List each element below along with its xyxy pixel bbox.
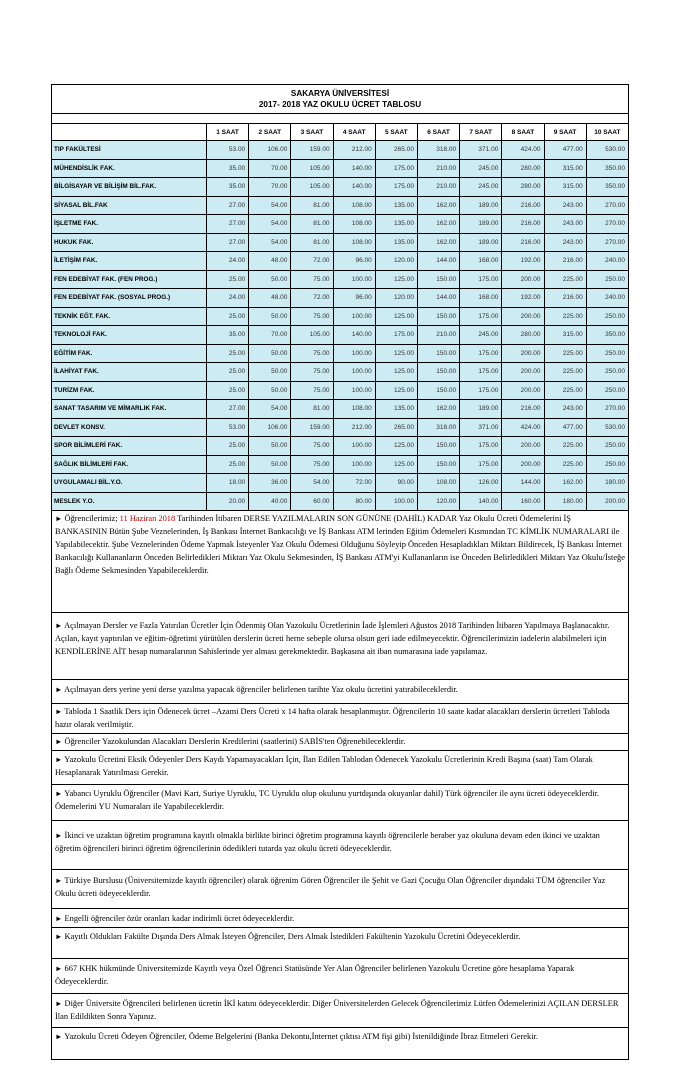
fee-table	[51, 84, 629, 511]
fee-cell: 168.00	[460, 289, 502, 308]
fee-cell: 160.00	[502, 492, 544, 511]
faculty-name: UYGULAMALI BİL.Y.O.	[52, 474, 207, 493]
fee-cell: 140.00	[333, 159, 375, 178]
table-row	[52, 252, 629, 271]
fee-cell: 27.00	[207, 400, 249, 419]
column-header: 2 SAAT	[249, 124, 291, 141]
note-payment: ► Öğrencilerimiz; 11 Haziran 2018 Tarihinden İtibaren DERSE YAZILMALARIN SON GÜNÜNE (DAHİL) KADAR Yaz Okulu Ücreti Ödemelerini İŞ BANKASININ Bütün Şube Veznelerinden, İş Bankası İnternet Bankacılığı ve İŞ Bankası ATM lerinden Eğitim Ödemeleri Kısmından TC KİMLİK NUMARALARI ile Yapılabilecektir. Şube Veznelerinden Ödeme Yapmak İsteyenler Yaz Okulu Ödemesi Olduğunu Söyleyip Önceden Hesapladıkları Miktarı Bildirecek, İŞ Bankası İnternet Bankacılığı Kullananların Önceden Belirledikleri Miktarı Yaz Okulu Sekmesinden, İŞ Bankası ATM'yi Kullananların ise Önceden Belirledikleri Miktarı Yaz Okulu/İsteğe Bağlı Ödeme Sekmesinden Yapabileceklerdir.	[51, 511, 629, 613]
fee-cell: 50.00	[249, 363, 291, 382]
table-row	[52, 159, 629, 178]
note-scholarship: ► Türkiye Burslusu (Üniversitemizde kayıtlı öğrenciler) olarak öğrenim Gören Öğrenciler ile Şehit ve Gazi Çocuğu Olan Öğrenciler dışındaki TÜM öğrenciler Yaz Okulu ücreti ödeyeceklerdir.	[51, 870, 629, 909]
table-row	[52, 233, 629, 252]
fee-cell: 72.00	[291, 252, 333, 271]
fee-cell: 125.00	[375, 344, 417, 363]
fee-cell: 27.00	[207, 215, 249, 234]
note-receipt: ► Yazokulu Ücreti Ödeyen Öğrenciler, Ödeme Belgelerini (Banka Dekontu,İnternet çıktısı ATM fişi gibi) İstenildiğinde İbraz Etmeleri Gerekir.	[51, 1028, 629, 1060]
fee-cell: 216.00	[502, 196, 544, 215]
table-row	[52, 474, 629, 493]
fee-cell: 189.00	[460, 196, 502, 215]
fee-cell: 175.00	[375, 178, 417, 197]
fee-cell: 70.00	[249, 159, 291, 178]
fee-cell: 150.00	[417, 455, 459, 474]
fee-cell: 48.00	[249, 252, 291, 271]
fee-cell: 315.00	[544, 326, 586, 345]
faculty-name: DEVLET KONSV.	[52, 418, 207, 437]
fee-cell: 135.00	[375, 215, 417, 234]
fee-cell: 108.00	[333, 400, 375, 419]
fee-cell: 53.00	[207, 141, 249, 160]
table-row	[52, 418, 629, 437]
fee-cell: 175.00	[460, 344, 502, 363]
fee-cell: 120.00	[375, 289, 417, 308]
fee-cell: 54.00	[249, 196, 291, 215]
fee-cell: 245.00	[460, 159, 502, 178]
fee-cell: 270.00	[586, 400, 628, 419]
fee-cell: 135.00	[375, 196, 417, 215]
fee-cell: 125.00	[375, 363, 417, 382]
fee-cell: 250.00	[586, 381, 628, 400]
fee-cell: 180.00	[544, 492, 586, 511]
fee-cell: 105.00	[291, 178, 333, 197]
fee-rows	[52, 141, 629, 511]
fee-cell: 75.00	[291, 455, 333, 474]
note-new-course: ► Açılmayan ders yerine yeni derse yazılma yapacak öğrenciler belirlenen tarihte Yaz okulu ücretini yatırabileceklerdir.	[51, 680, 629, 704]
fee-cell: 159.00	[291, 418, 333, 437]
bullet-icon: ►	[55, 707, 63, 716]
fee-cell: 530.00	[586, 141, 628, 160]
fee-cell: 200.00	[502, 437, 544, 456]
fee-cell: 50.00	[249, 270, 291, 289]
table-row	[52, 196, 629, 215]
faculty-name: BİLGİSAYAR VE BİLİŞİM BİL.FAK.	[52, 178, 207, 197]
fee-document	[51, 84, 629, 1060]
fee-cell: 100.00	[333, 270, 375, 289]
table-row	[52, 492, 629, 511]
fee-cell: 216.00	[502, 215, 544, 234]
fee-cell: 175.00	[375, 326, 417, 345]
bullet-icon: ►	[55, 685, 63, 694]
bullet-icon: ►	[55, 876, 63, 885]
faculty-name: EĞİTİM FAK.	[52, 344, 207, 363]
fee-cell: 106.00	[249, 141, 291, 160]
table-row	[52, 215, 629, 234]
fee-cell: 108.00	[333, 215, 375, 234]
fee-cell: 100.00	[333, 363, 375, 382]
fee-cell: 27.00	[207, 233, 249, 252]
fee-cell: 245.00	[460, 178, 502, 197]
fee-cell: 175.00	[460, 270, 502, 289]
fee-cell: 162.00	[417, 400, 459, 419]
bullet-icon: ►	[55, 621, 63, 630]
fee-cell: 270.00	[586, 196, 628, 215]
column-header: 3 SAAT	[291, 124, 333, 141]
faculty-name: İŞLETME FAK.	[52, 215, 207, 234]
fee-cell: 240.00	[586, 252, 628, 271]
fee-cell: 212.00	[333, 141, 375, 160]
fee-cell: 150.00	[417, 363, 459, 382]
fee-cell: 477.00	[544, 141, 586, 160]
table-row	[52, 344, 629, 363]
fee-cell: 144.00	[417, 252, 459, 271]
fee-cell: 72.00	[333, 474, 375, 493]
fee-cell: 162.00	[417, 233, 459, 252]
fee-cell: 108.00	[417, 474, 459, 493]
fee-cell: 350.00	[586, 178, 628, 197]
table-title	[52, 85, 629, 114]
table-row	[52, 307, 629, 326]
fee-cell: 18.00	[207, 474, 249, 493]
fee-cell: 318.00	[417, 418, 459, 437]
fee-cell: 96.00	[333, 289, 375, 308]
fee-cell: 40.00	[249, 492, 291, 511]
column-header: 9 SAAT	[544, 124, 586, 141]
bullet-icon: ►	[55, 932, 63, 941]
fee-cell: 35.00	[207, 326, 249, 345]
fee-cell: 72.00	[291, 289, 333, 308]
fee-cell: 120.00	[417, 492, 459, 511]
fee-cell: 135.00	[375, 233, 417, 252]
fee-cell: 530.00	[586, 418, 628, 437]
fee-cell: 192.00	[502, 289, 544, 308]
fee-cell: 265.00	[375, 141, 417, 160]
fee-cell: 250.00	[586, 307, 628, 326]
fee-cell: 54.00	[249, 233, 291, 252]
fee-cell: 200.00	[586, 492, 628, 511]
fee-cell: 54.00	[249, 400, 291, 419]
fee-cell: 189.00	[460, 215, 502, 234]
fee-cell: 25.00	[207, 270, 249, 289]
fee-cell: 70.00	[249, 178, 291, 197]
column-header-row	[52, 124, 629, 141]
fee-cell: 150.00	[417, 437, 459, 456]
fee-cell: 180.00	[586, 474, 628, 493]
fee-cell: 225.00	[544, 344, 586, 363]
fee-cell: 96.00	[333, 252, 375, 271]
fee-cell: 100.00	[333, 437, 375, 456]
fee-cell: 150.00	[417, 344, 459, 363]
fee-cell: 162.00	[417, 215, 459, 234]
fee-cell: 140.00	[333, 326, 375, 345]
fee-cell: 80.00	[333, 492, 375, 511]
fee-cell: 75.00	[291, 344, 333, 363]
fee-cell: 144.00	[417, 289, 459, 308]
table-row	[52, 178, 629, 197]
fee-cell: 371.00	[460, 141, 502, 160]
fee-cell: 189.00	[460, 233, 502, 252]
note-missing-payment: ► Yazokulu Ücretini Eksik Ödeyenler Ders Kaydı Yapamayacakları İçin, İlan Edilen Tablodan Ödenecek Yazokulu Ücretlerinin Kredi Başına (saat) Tam Olarak Hesaplanarak Yatırılması Gerekir.	[51, 751, 629, 785]
fee-cell: 27.00	[207, 196, 249, 215]
fee-cell: 350.00	[586, 159, 628, 178]
fee-cell: 105.00	[291, 159, 333, 178]
fee-cell: 54.00	[249, 215, 291, 234]
fee-cell: 20.00	[207, 492, 249, 511]
fee-cell: 225.00	[544, 455, 586, 474]
table-row	[52, 289, 629, 308]
bullet-icon: ►	[55, 514, 63, 523]
fee-cell: 140.00	[333, 178, 375, 197]
fee-cell: 50.00	[249, 307, 291, 326]
fee-cell: 189.00	[460, 400, 502, 419]
fee-cell: 125.00	[375, 307, 417, 326]
fee-cell: 25.00	[207, 437, 249, 456]
bullet-icon: ►	[55, 964, 63, 973]
fee-cell: 225.00	[544, 363, 586, 382]
fee-cell: 245.00	[460, 326, 502, 345]
fee-cell: 424.00	[502, 418, 544, 437]
fee-cell: 75.00	[291, 381, 333, 400]
fee-cell: 315.00	[544, 178, 586, 197]
fee-cell: 243.00	[544, 215, 586, 234]
note-foreign-students: ► Yabancı Uyruklu Öğrenciler (Mavi Kart, Suriye Uyruklu, TC Uyruklu olup okulunu yurtdışında okuyanlar dahil) Türk öğrenciler ile aynı ücreti ödeyeceklerdir. Ödemelerini YU Numaraları ile Yapabileceklerdir.	[51, 785, 629, 821]
fee-cell: 100.00	[333, 344, 375, 363]
fee-cell: 50.00	[249, 381, 291, 400]
fee-cell: 175.00	[460, 381, 502, 400]
faculty-name: FEN EDEBİYAT FAK. (FEN PROG.)	[52, 270, 207, 289]
fee-cell: 159.00	[291, 141, 333, 160]
fee-cell: 125.00	[375, 381, 417, 400]
note-second-education: ► İkinci ve uzaktan öğretim programına kayıtlı olmakla birlikte birinci öğretim programına kayıtlı öğrencilerle beraber yaz okuluna devam eden ikinci ve uzaktan öğretim öğrencileri birinci öğretim öğrencilerinin ödedikleri tutarda yaz okulu ücreti ödeyeceklerdir.	[51, 821, 629, 870]
fee-cell: 225.00	[544, 307, 586, 326]
fee-cell: 100.00	[333, 455, 375, 474]
fee-cell: 48.00	[249, 289, 291, 308]
bullet-icon: ►	[55, 914, 63, 923]
payment-start-date: 11 Haziran 2018	[119, 514, 176, 523]
fee-cell: 75.00	[291, 307, 333, 326]
fee-cell: 150.00	[417, 381, 459, 400]
fee-cell: 168.00	[460, 252, 502, 271]
table-row	[52, 270, 629, 289]
faculty-name: MÜHENDİSLİK FAK.	[52, 159, 207, 178]
note-refund: ► Açılmayan Dersler ve Fazla Yatırılan Ücretler İçin Ödenmiş Olan Yazokulu Ücretlerinin İade İşlemleri Ağustos 2018 Tarihinden İtibaren Yapılmaya Başlanacaktır. Açılan, kayıt yaptırılan ve eğitim-öğretimi yürütülen derslerin ücreti herne sebeple olursa olsun geri iade edilmeyecektir. Öğrencilerimizin iadelerin alabilmeleri için KENDİLERİNE AİT hesap numaralarının Sahislerinde yer alması gerekmektedir. Başkasına ait iban numarasına iade yapılamaz.	[51, 613, 629, 680]
column-header: 1 SAAT	[207, 124, 249, 141]
table-title-row	[52, 85, 629, 114]
fee-cell: 108.00	[333, 233, 375, 252]
fee-cell: 75.00	[291, 437, 333, 456]
faculty-name: SİYASAL BİL.FAK	[52, 196, 207, 215]
fee-cell: 225.00	[544, 270, 586, 289]
fee-cell: 126.00	[460, 474, 502, 493]
fee-cell: 280.00	[502, 178, 544, 197]
header-blank-cell	[52, 124, 207, 141]
fee-cell: 200.00	[502, 307, 544, 326]
fee-cell: 212.00	[333, 418, 375, 437]
bullet-icon: ►	[55, 831, 63, 840]
fee-cell: 200.00	[502, 455, 544, 474]
fee-cell: 192.00	[502, 252, 544, 271]
fee-cell: 216.00	[502, 233, 544, 252]
table-row	[52, 455, 629, 474]
bullet-icon: ►	[55, 737, 63, 746]
fee-cell: 75.00	[291, 270, 333, 289]
bullet-icon: ►	[55, 789, 63, 798]
fee-cell: 70.00	[249, 326, 291, 345]
fee-cell: 280.00	[502, 159, 544, 178]
fee-cell: 175.00	[460, 455, 502, 474]
fee-cell: 54.00	[291, 474, 333, 493]
fee-cell: 81.00	[291, 233, 333, 252]
note-khk: ► 667 KHK hükmünde Üniversitemizde Kayıtlı veya Özel Öğrenci Statüsünde Yer Alan Öğrenciler belirlenen Yazokulu Ücretine göre hesaplama Yaparak Ödeyeceklerdir.	[51, 959, 629, 994]
fee-cell: 210.00	[417, 178, 459, 197]
fee-cell: 265.00	[375, 418, 417, 437]
fee-cell: 200.00	[502, 270, 544, 289]
fee-cell: 81.00	[291, 400, 333, 419]
fee-cell: 318.00	[417, 141, 459, 160]
fee-cell: 75.00	[291, 363, 333, 382]
fee-cell: 240.00	[586, 289, 628, 308]
faculty-name: TEKNİK EĞT. FAK.	[52, 307, 207, 326]
fee-cell: 477.00	[544, 418, 586, 437]
fee-cell: 100.00	[375, 492, 417, 511]
fee-cell: 108.00	[333, 196, 375, 215]
note-other-faculty: ► Kayıtlı Oldukları Fakülte Dışında Ders Almak İsteyen Öğrenciler, Ders Almak İstedikleri Fakültenin Yazokulu Ücretini Ödeyeceklerdir.	[51, 928, 629, 959]
fee-cell: 216.00	[544, 252, 586, 271]
fee-cell: 135.00	[375, 400, 417, 419]
fee-cell: 424.00	[502, 141, 544, 160]
faculty-name: FEN EDEBİYAT FAK. (SOSYAL PROG.)	[52, 289, 207, 308]
fee-cell: 250.00	[586, 455, 628, 474]
fee-cell: 90.00	[375, 474, 417, 493]
fee-cell: 225.00	[544, 381, 586, 400]
fee-cell: 125.00	[375, 270, 417, 289]
fee-cell: 315.00	[544, 159, 586, 178]
fee-cell: 210.00	[417, 159, 459, 178]
fee-cell: 162.00	[417, 196, 459, 215]
faculty-name: İLETİŞİM FAK.	[52, 252, 207, 271]
bullet-icon: ►	[55, 1032, 63, 1041]
fee-cell: 105.00	[291, 326, 333, 345]
note-credits: ► Öğrenciler Yazokulundan Alacakları Derslerin Kredilerini (saatlerini) SABİS'ten Öğrenebileceklerdir.	[51, 734, 629, 751]
fee-cell: 162.00	[544, 474, 586, 493]
fee-cell: 216.00	[544, 289, 586, 308]
fee-cell: 25.00	[207, 307, 249, 326]
fee-cell: 53.00	[207, 418, 249, 437]
fee-cell: 81.00	[291, 215, 333, 234]
fee-cell: 36.00	[249, 474, 291, 493]
fee-cell: 25.00	[207, 455, 249, 474]
column-header: 4 SAAT	[333, 124, 375, 141]
fee-cell: 60.00	[291, 492, 333, 511]
fee-cell: 225.00	[544, 437, 586, 456]
faculty-name: MESLEK Y.O.	[52, 492, 207, 511]
fee-cell: 50.00	[249, 437, 291, 456]
faculty-name: SANAT TASARIM VE MİMARLIK FAK.	[52, 400, 207, 419]
fee-cell: 210.00	[417, 326, 459, 345]
fee-cell: 250.00	[586, 363, 628, 382]
fee-cell: 216.00	[502, 400, 544, 419]
fee-cell: 250.00	[586, 344, 628, 363]
column-header: 6 SAAT	[417, 124, 459, 141]
fee-cell: 25.00	[207, 363, 249, 382]
fee-cell: 35.00	[207, 178, 249, 197]
fee-cell: 50.00	[249, 455, 291, 474]
fee-cell: 100.00	[333, 307, 375, 326]
fee-cell: 243.00	[544, 233, 586, 252]
fee-cell: 100.00	[333, 381, 375, 400]
fee-cell: 175.00	[460, 437, 502, 456]
fee-cell: 280.00	[502, 326, 544, 345]
fee-cell: 120.00	[375, 252, 417, 271]
fee-cell: 200.00	[502, 381, 544, 400]
fee-cell: 175.00	[460, 363, 502, 382]
column-header: 8 SAAT	[502, 124, 544, 141]
column-header: 5 SAAT	[375, 124, 417, 141]
spacer-row	[52, 114, 629, 124]
fee-cell: 270.00	[586, 233, 628, 252]
bullet-icon: ►	[55, 999, 63, 1008]
faculty-name: SPOR BİLİMLERİ FAK.	[52, 437, 207, 456]
fee-cell: 350.00	[586, 326, 628, 345]
note-disabled: ► Engelli öğrenciler özür oranları kadar indirimli ücret ödeyeceklerdir.	[51, 909, 629, 928]
column-header: 10 SAAT	[586, 124, 628, 141]
fee-cell: 150.00	[417, 307, 459, 326]
notes-section	[51, 511, 629, 1060]
bullet-icon: ►	[55, 755, 63, 764]
faculty-name: İLAHİYAT FAK.	[52, 363, 207, 382]
fee-cell: 150.00	[417, 270, 459, 289]
fee-cell: 270.00	[586, 215, 628, 234]
fee-cell: 35.00	[207, 159, 249, 178]
table-row	[52, 381, 629, 400]
fee-cell: 200.00	[502, 363, 544, 382]
fee-cell: 144.00	[502, 474, 544, 493]
faculty-name: SAĞLIK BİLİMLERİ FAK.	[52, 455, 207, 474]
table-row	[52, 141, 629, 160]
fee-cell: 250.00	[586, 270, 628, 289]
note-other-university: ► Diğer Üniversite Öğrencileri belirlenen ücretin İKİ katını ödeyeceklerdir. Diğer Üniversitelerden Gelecek Öğrencilerimiz Lütfen Ödemelerinizi AÇILAN DERSLER İlan Edildikten Sonra Yapınız.	[51, 994, 629, 1028]
fee-cell: 243.00	[544, 400, 586, 419]
fee-cell: 125.00	[375, 437, 417, 456]
table-row	[52, 363, 629, 382]
fee-cell: 24.00	[207, 252, 249, 271]
table-row	[52, 326, 629, 345]
faculty-name: TURİZM FAK.	[52, 381, 207, 400]
fee-cell: 25.00	[207, 381, 249, 400]
table-row	[52, 400, 629, 419]
fee-cell: 250.00	[586, 437, 628, 456]
fee-cell: 25.00	[207, 344, 249, 363]
fee-cell: 175.00	[375, 159, 417, 178]
fee-cell: 175.00	[460, 307, 502, 326]
fee-cell: 50.00	[249, 344, 291, 363]
fee-cell: 106.00	[249, 418, 291, 437]
note-hourly-fee: ► Tabloda 1 Saatlik Ders için Ödenecek ücret –Azami Ders Ücreti x 14 hafta olarak hesaplanmıştır. Öğrencilerin 10 saate kadar alacakları derslerin ücretleri Tabloda hazır olarak verilmiştir.	[51, 704, 629, 734]
table-subtitle: 2017- 2018 YAZ OKULU ÜCRET TABLOSU	[258, 100, 422, 109]
fee-cell: 24.00	[207, 289, 249, 308]
university-name: SAKARYA ÜNİVERSİTESİ	[290, 89, 390, 98]
column-header: 7 SAAT	[460, 124, 502, 141]
faculty-name: TIP FAKÜLTESİ	[52, 141, 207, 160]
fee-cell: 200.00	[502, 344, 544, 363]
fee-cell: 140.00	[460, 492, 502, 511]
faculty-name: TEKNOLOJİ FAK.	[52, 326, 207, 345]
table-row	[52, 437, 629, 456]
faculty-name: HUKUK FAK.	[52, 233, 207, 252]
fee-cell: 371.00	[460, 418, 502, 437]
fee-cell: 243.00	[544, 196, 586, 215]
fee-cell: 125.00	[375, 455, 417, 474]
fee-cell: 81.00	[291, 196, 333, 215]
